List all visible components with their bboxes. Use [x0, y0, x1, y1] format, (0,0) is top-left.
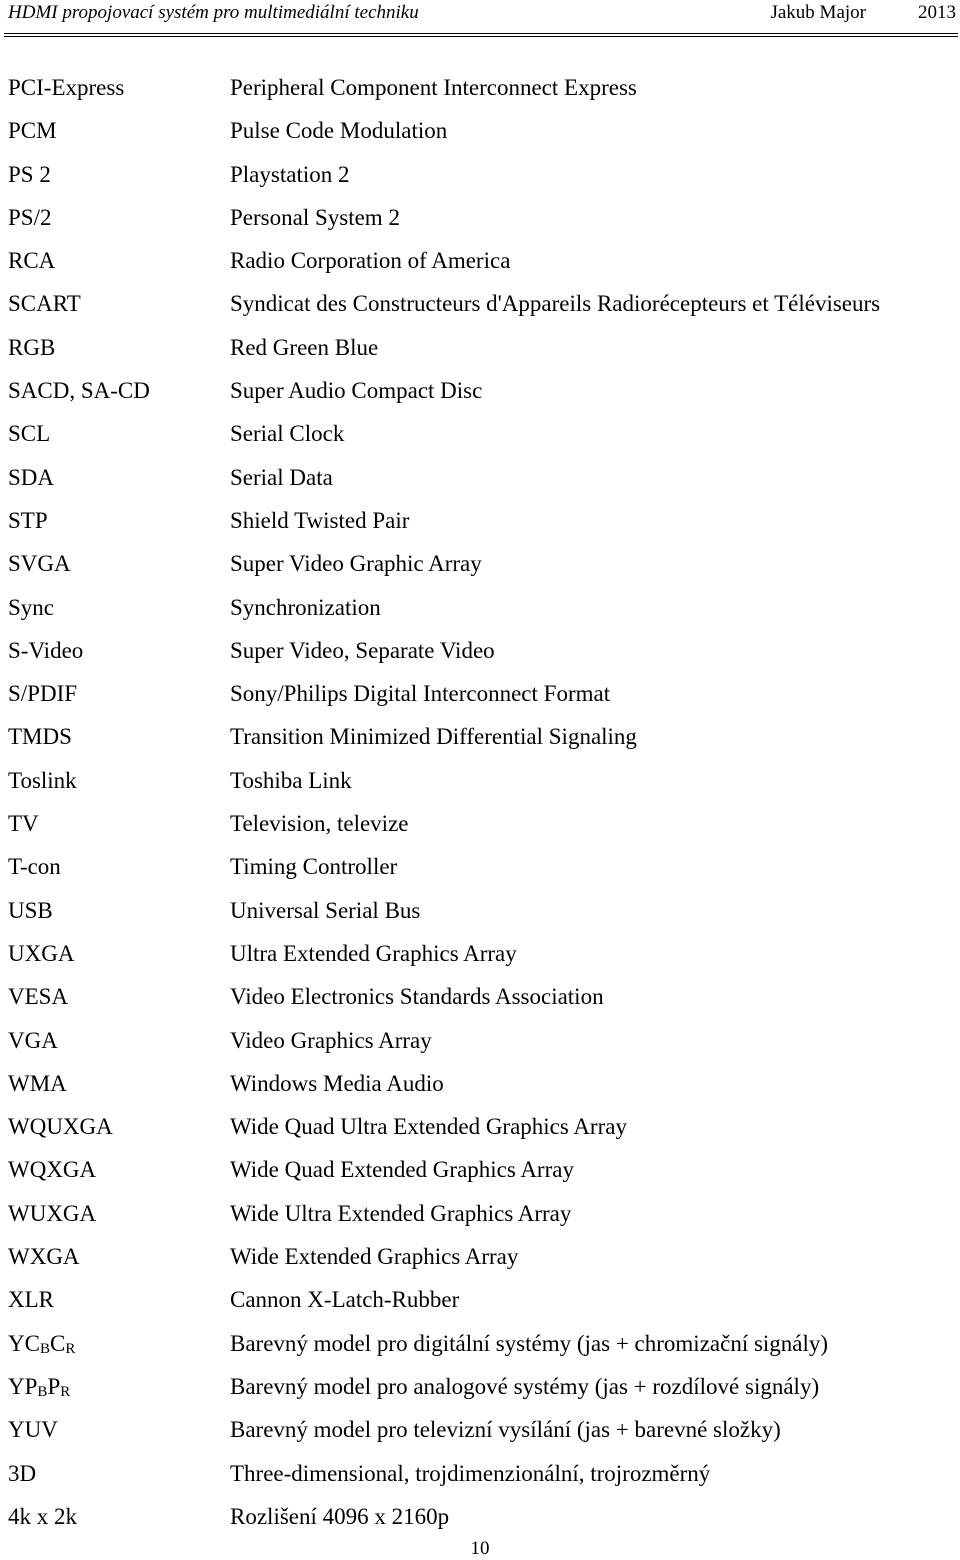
abbreviation: 3D: [8, 1460, 37, 1486]
page-header: [0, 0, 960, 36]
abbreviation-meaning: Toshiba Link: [230, 767, 352, 793]
abbreviation-meaning: Cannon X-Latch-Rubber: [230, 1287, 460, 1313]
abbreviation: VESA: [8, 984, 69, 1010]
abbreviation: PS 2: [8, 161, 51, 187]
abbreviation-meaning: Ultra Extended Graphics Array: [230, 940, 517, 966]
abbreviation-meaning: Video Graphics Array: [230, 1027, 432, 1053]
abbreviation-meaning: Wide Quad Ultra Extended Graphics Array: [230, 1114, 627, 1140]
year: 2013: [918, 2, 956, 23]
list-item: [0, 239, 960, 282]
abbreviation: PS/2: [8, 204, 52, 230]
abbreviation: Sync: [8, 594, 54, 620]
abbreviation-meaning: Barevný model pro televizní vysílání (jas + barevné složky): [230, 1417, 781, 1443]
list-item: [0, 1408, 960, 1451]
abbreviation-part: C: [49, 1330, 66, 1356]
abbreviation-meaning: Wide Ultra Extended Graphics Array: [230, 1200, 572, 1226]
abbreviation-meaning: Transition Minimized Differential Signaling: [230, 724, 637, 750]
list-item: [0, 499, 960, 542]
header-divider-secondary: [4, 36, 958, 37]
list-item: [0, 456, 960, 499]
abbreviation-meaning: Wide Quad Extended Graphics Array: [230, 1157, 574, 1183]
abbreviation-subscript: R: [60, 1383, 71, 1400]
abbreviation-part: Y: [8, 1330, 25, 1356]
abbreviation: PCM: [8, 118, 57, 144]
abbreviation-meaning: Three-dimensional, trojdimenzionální, trojrozměrný: [230, 1460, 711, 1486]
abbreviation-meaning: Shield Twisted Pair: [230, 507, 410, 533]
abbreviation-meaning: Personal System 2: [230, 204, 400, 230]
list-item: [0, 1105, 960, 1148]
list-item: [0, 1148, 960, 1191]
list-item: [0, 845, 960, 888]
document-title: HDMI propojovací systém pro multimediální techniku: [8, 2, 419, 23]
list-item: [0, 586, 960, 629]
abbreviation: Toslink: [8, 767, 77, 793]
list-item: [0, 282, 960, 325]
abbreviation-subscript: R: [65, 1340, 76, 1357]
author-name: Jakub Major: [770, 2, 866, 23]
abbreviation-meaning: Radio Corporation of America: [230, 248, 511, 274]
abbreviation: USB: [8, 897, 53, 923]
list-item: [0, 629, 960, 672]
abbreviation-meaning: Universal Serial Bus: [230, 897, 421, 923]
abbreviation: RGB: [8, 334, 56, 360]
abbreviation: S/PDIF: [8, 681, 78, 707]
abbreviation: [8, 1365, 70, 1408]
abbreviation: T-con: [8, 854, 61, 880]
abbreviation: RCA: [8, 248, 56, 274]
abbreviation: XLR: [8, 1287, 54, 1313]
abbreviation: PCI-Express: [8, 75, 125, 100]
abbreviation-meaning: Wide Extended Graphics Array: [230, 1244, 519, 1270]
abbreviation-meaning: Serial Clock: [230, 421, 345, 447]
abbreviation: WXGA: [8, 1244, 80, 1270]
list-item: [0, 412, 960, 455]
abbreviation-meaning: Super Audio Compact Disc: [230, 378, 483, 404]
header-divider: [4, 33, 958, 34]
list-item: [0, 1019, 960, 1062]
abbreviation: TMDS: [8, 724, 72, 750]
abbreviation-meaning: Timing Controller: [230, 854, 398, 880]
abbreviation: SACD, SA-CD: [8, 378, 150, 404]
abbreviation: SCART: [8, 291, 81, 317]
list-item: [0, 1278, 960, 1321]
list-item: [0, 975, 960, 1018]
abbreviation-meaning: Television, televize: [230, 811, 409, 837]
abbreviation-meaning: Red Green Blue: [230, 334, 379, 360]
abbreviation: WQXGA: [8, 1157, 97, 1183]
abbreviation-meaning: Barevný model pro digitální systémy (jas + chromizační signály): [230, 1330, 829, 1356]
abbreviation: SVGA: [8, 551, 71, 577]
list-item: [0, 1235, 960, 1278]
abbreviation-meaning: Super Video Graphic Array: [230, 551, 482, 577]
abbreviation-subscript: B: [39, 1340, 50, 1357]
abbreviation-meaning: Barevný model pro analogové systémy (jas + rozdílové signály): [230, 1373, 820, 1399]
list-item: [0, 759, 960, 802]
abbreviation-subscript: B: [37, 1383, 48, 1400]
abbreviation-meaning: Sony/Philips Digital Interconnect Format: [230, 681, 611, 707]
abbreviation: S-Video: [8, 637, 84, 663]
page-number: 10: [470, 1538, 490, 1559]
list-item: [0, 1322, 960, 1365]
abbreviation: WUXGA: [8, 1200, 97, 1226]
list-item: [0, 932, 960, 975]
abbreviation-part: C: [24, 1330, 40, 1356]
abbreviation-meaning: Playstation 2: [230, 161, 350, 187]
abbreviation-meaning: Windows Media Audio: [230, 1070, 444, 1096]
abbreviation: [8, 1322, 75, 1365]
abbreviation: WMA: [8, 1070, 67, 1096]
abbreviation: SDA: [8, 464, 55, 490]
abbreviation-meaning: Syndicat des Constructeurs d'Appareils Radiorécepteurs et Téléviseurs: [230, 291, 881, 317]
list-item: [0, 715, 960, 758]
list-item: [0, 326, 960, 369]
abbreviation-meaning: Peripheral Component Interconnect Express: [230, 75, 637, 100]
list-item: [0, 802, 960, 845]
list-item: [0, 889, 960, 932]
abbreviation-meaning: Serial Data: [230, 464, 333, 490]
abbreviation-meaning: Rozlišení 4096 x 2160p: [230, 1503, 450, 1529]
abbreviation-list: [0, 66, 960, 1538]
abbreviation: 4k x 2k: [8, 1503, 77, 1529]
header-meta: [770, 2, 956, 24]
list-item: [0, 153, 960, 196]
abbreviation-meaning: Synchronization: [230, 594, 381, 620]
abbreviation-part: P: [47, 1373, 61, 1399]
list-item: [0, 109, 960, 152]
abbreviation: WQUXGA: [8, 1114, 113, 1140]
list-item: [0, 542, 960, 585]
abbreviation: YUV: [8, 1417, 58, 1443]
list-item: [0, 369, 960, 412]
abbreviation: UXGA: [8, 940, 75, 966]
abbreviation: STP: [8, 507, 48, 533]
list-item: [0, 672, 960, 715]
list-item: [0, 1365, 960, 1408]
abbreviation: TV: [8, 811, 39, 837]
abbreviation-meaning: Video Electronics Standards Association: [230, 984, 604, 1010]
list-item: [0, 1495, 960, 1538]
abbreviation-meaning: Super Video, Separate Video: [230, 637, 495, 663]
abbreviation: SCL: [8, 421, 51, 447]
abbreviation: VGA: [8, 1027, 58, 1053]
list-item: [0, 1452, 960, 1495]
list-item: [0, 1192, 960, 1235]
abbreviation-part: Y: [8, 1373, 25, 1399]
list-item: [0, 196, 960, 239]
list-item: [0, 66, 960, 109]
list-item: [0, 1062, 960, 1105]
abbreviation-meaning: Pulse Code Modulation: [230, 118, 448, 144]
abbreviation-part: P: [24, 1373, 38, 1399]
